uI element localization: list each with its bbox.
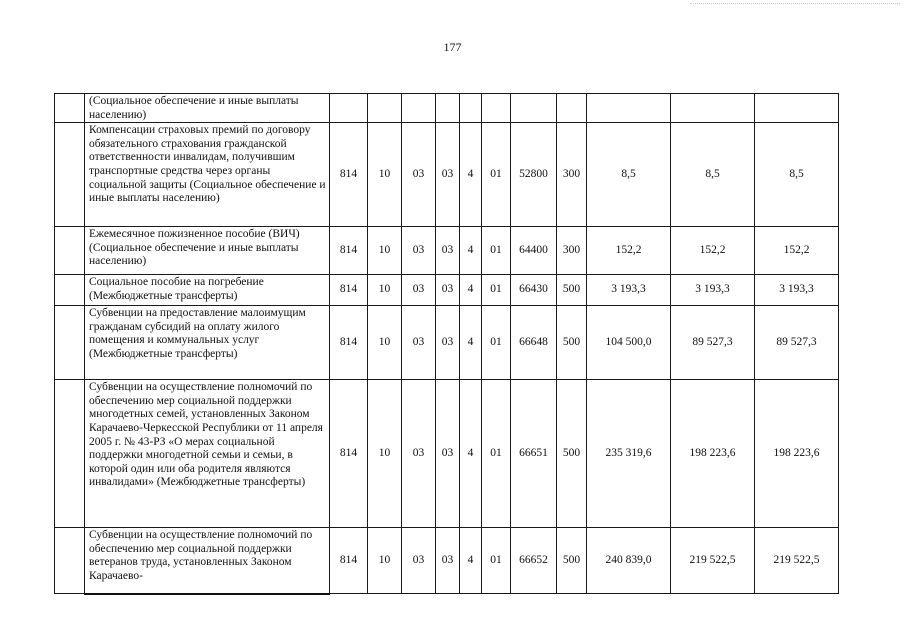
subsection-code-cell: 03 [402,275,436,306]
description-cell: Субвенции на предоставление малоимущим гражданам субсидий на оплату жилого помещения и коммунальных услуг (Межбюджетные трансферты) [85,306,330,380]
row-number-cell [55,275,85,306]
expense-type-code-cell: 500 [557,275,587,306]
section-code-cell: 10 [368,306,402,380]
section-code-cell: 10 [368,123,402,227]
amount-year-2-cell: 219 522,5 [671,528,755,594]
amount-year-2-cell: 8,5 [671,123,755,227]
expense-type-code-cell: 500 [557,528,587,594]
section-code-cell: 10 [368,275,402,306]
table-row [55,94,839,123]
direction-code-cell [511,94,557,123]
amount-year-3-cell: 8,5 [755,123,839,227]
table-row [55,123,839,227]
expense-type-code-cell: 300 [557,123,587,227]
table-row [55,380,839,528]
subprogram-code-cell: 4 [460,275,482,306]
page-number: 177 [443,40,462,54]
subsection-code-cell: 03 [402,380,436,528]
main-event-code-cell [482,94,511,123]
table-row [55,306,839,380]
subprogram-code-cell: 4 [460,227,482,275]
section-code-cell: 10 [368,380,402,528]
amount-year-3-cell: 3 193,3 [755,275,839,306]
description-cell: Субвенции на осуществление полномочий по обеспечению мер социальной поддержки ветеранов труда, установленных Законом Карачаево- [85,528,330,594]
direction-code-cell: 66651 [511,380,557,528]
direction-code-cell: 66652 [511,528,557,594]
description-cell: (Социальное обеспечение и иные выплаты населению) [85,94,330,123]
expense-type-code-cell [557,94,587,123]
subprogram-code-cell: 4 [460,528,482,594]
expense-type-code-cell: 300 [557,227,587,275]
subsection-code-cell [402,94,436,123]
main-event-code-cell: 01 [482,380,511,528]
direction-code-cell: 52800 [511,123,557,227]
main-event-code-cell: 01 [482,227,511,275]
budget-table [54,93,839,595]
amount-year-2-cell: 89 527,3 [671,306,755,380]
amount-year-1-cell [587,94,671,123]
subprogram-code-cell: 4 [460,306,482,380]
ministry-code-cell: 814 [330,275,368,306]
section-code-cell: 10 [368,227,402,275]
row-number-cell [55,306,85,380]
row-number-cell [55,227,85,275]
direction-code-cell: 64400 [511,227,557,275]
table-row [55,528,839,594]
description-cell: Субвенции на осуществление полномочий по обеспечению мер социальной поддержки многодетных семей, установленных Законом Карачаево-Черкесской Республики от 11 апреля 2005 г. № 43-РЗ «О мерах социальной поддержки многодетной семьи и семьи, в которой один или оба родителя являются инвалидами» (Межбюджетные трансферты) [85,380,330,528]
amount-year-1-cell: 104 500,0 [587,306,671,380]
subsection-code-cell: 03 [402,227,436,275]
main-event-code-cell: 01 [482,528,511,594]
program-code-cell: 03 [436,275,460,306]
program-code-cell: 03 [436,528,460,594]
table-row [55,275,839,306]
amount-year-3-cell: 198 223,6 [755,380,839,528]
row-number-cell [55,380,85,528]
amount-year-3-cell: 152,2 [755,227,839,275]
amount-year-2-cell: 152,2 [671,227,755,275]
table-body [55,94,839,594]
ministry-code-cell: 814 [330,528,368,594]
main-event-code-cell: 01 [482,306,511,380]
main-event-code-cell: 01 [482,123,511,227]
amount-year-3-cell: 219 522,5 [755,528,839,594]
subsection-code-cell: 03 [402,306,436,380]
section-code-cell [368,94,402,123]
program-code-cell [436,94,460,123]
description-cell: Социальное пособие на погребение (Межбюджетные трансферты) [85,275,330,306]
program-code-cell: 03 [436,227,460,275]
table-row [55,227,839,275]
amount-year-3-cell: 89 527,3 [755,306,839,380]
amount-year-1-cell: 8,5 [587,123,671,227]
row-number-cell [55,528,85,594]
ministry-code-cell: 814 [330,380,368,528]
direction-code-cell: 66430 [511,275,557,306]
ministry-code-cell: 814 [330,123,368,227]
row-number-cell [55,123,85,227]
expense-type-code-cell: 500 [557,306,587,380]
amount-year-3-cell [755,94,839,123]
subsection-code-cell: 03 [402,123,436,227]
amount-year-1-cell: 152,2 [587,227,671,275]
ministry-code-cell [330,94,368,123]
subsection-code-cell: 03 [402,528,436,594]
expense-type-code-cell: 500 [557,380,587,528]
amount-year-1-cell: 3 193,3 [587,275,671,306]
description-cell: Ежемесячное пожизненное пособие (ВИЧ) (Социальное обеспечение и иные выплаты населению) [85,227,330,275]
amount-year-2-cell [671,94,755,123]
row-number-cell [55,94,85,123]
subprogram-code-cell [460,94,482,123]
section-code-cell: 10 [368,528,402,594]
subprogram-code-cell: 4 [460,380,482,528]
direction-code-cell: 66648 [511,306,557,380]
amount-year-2-cell: 198 223,6 [671,380,755,528]
amount-year-1-cell: 235 319,6 [587,380,671,528]
amount-year-2-cell: 3 193,3 [671,275,755,306]
program-code-cell: 03 [436,306,460,380]
main-event-code-cell: 01 [482,275,511,306]
description-cell: Компенсации страховых премий по договору обязательного страхования гражданской ответственности инвалидам, получившим транспортные средства через органы социальной защиты (Социальное обеспечение и иные выплаты населению) [85,123,330,227]
scan-edge-mark [690,3,900,4]
program-code-cell: 03 [436,123,460,227]
ministry-code-cell: 814 [330,306,368,380]
ministry-code-cell: 814 [330,227,368,275]
amount-year-1-cell: 240 839,0 [587,528,671,594]
subprogram-code-cell: 4 [460,123,482,227]
program-code-cell: 03 [436,380,460,528]
